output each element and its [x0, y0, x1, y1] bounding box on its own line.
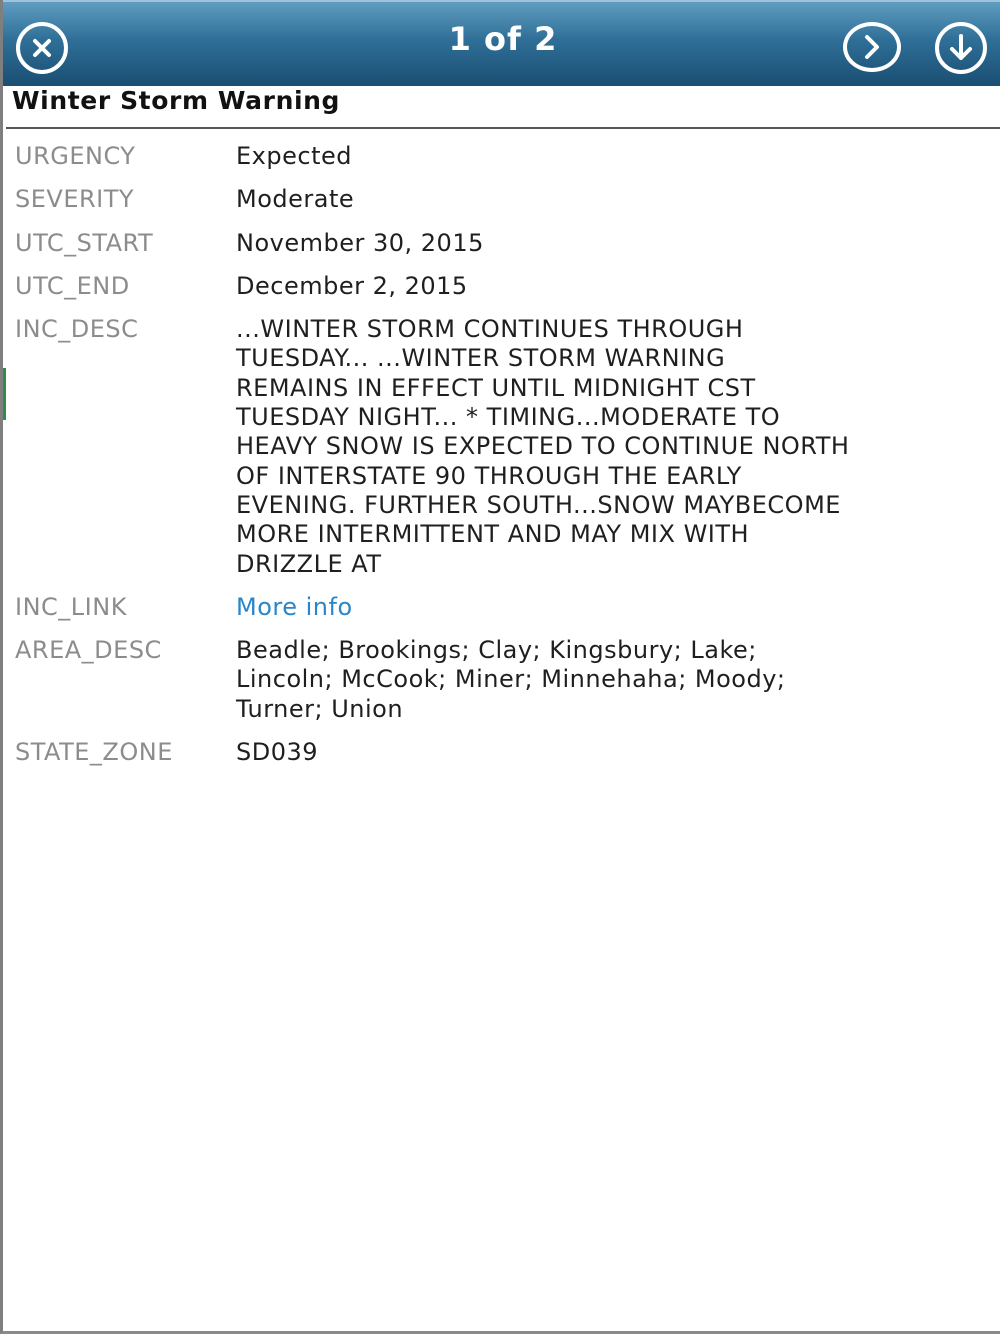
field-row-urgency [15, 142, 1000, 171]
page-counter: 1 of 2 [448, 20, 558, 58]
field-label: AREA_DESC [15, 636, 162, 665]
field-value: December 2, 2015 [236, 271, 468, 300]
more-info-link[interactable]: More info [236, 592, 353, 621]
field-label: URGENCY [15, 142, 136, 170]
field-row-inc-desc [15, 315, 1000, 579]
popup-header [3, 0, 1000, 86]
title-divider [6, 127, 1000, 129]
next-button[interactable] [843, 22, 901, 72]
field-label: INC_LINK [15, 592, 127, 621]
field-label: UTC_END [15, 271, 130, 300]
field-label: SEVERITY [15, 185, 135, 214]
arrow-down-icon [948, 34, 974, 62]
field-row-utc-end [15, 272, 1000, 301]
field-label: UTC_START [15, 228, 154, 257]
field-row-inc-link [15, 593, 1000, 622]
field-value: November 30, 2015 [236, 228, 484, 257]
field-row-state-zone [15, 738, 1000, 767]
left-edge-marker [3, 368, 6, 420]
chevron-right-icon [861, 34, 883, 60]
field-row-utc-start [15, 229, 1000, 258]
field-value-areas: Beadle; Brookings; Clay; Kingsbury; Lake; Lincoln; McCook; Miner; Minnehaha; Moody; Turner; Union [236, 636, 786, 723]
field-label: INC_DESC [15, 315, 139, 344]
field-value: Moderate [236, 185, 355, 214]
field-value: SD039 [236, 738, 319, 767]
field-row-severity [15, 185, 1000, 214]
field-label: STATE_ZONE [15, 738, 173, 767]
field-value: Expected [236, 142, 352, 170]
field-value-description: ...WINTER STORM CONTINUES THROUGH TUESDAY... ...WINTER STORM WARNING REMAINS IN EFFECT UNTIL MIDNIGHT CST TUESDAY NIGHT... * TIMING...MODERATE TO HEAVY SNOW IS EXPECTED TO CONTINUE NORTH OF INTERSTATE 90 THROUGH THE EARLY EVENING. FURTHER SOUTH...SNOW MAYBECOME MORE INTERMITTENT AND MAY MIX WITH DRIZZLE AT [236, 315, 850, 578]
attribute-table [15, 142, 1000, 781]
field-row-area-desc [15, 636, 1000, 724]
download-button[interactable] [935, 22, 987, 74]
popup-title: Winter Storm Warning [12, 86, 341, 115]
